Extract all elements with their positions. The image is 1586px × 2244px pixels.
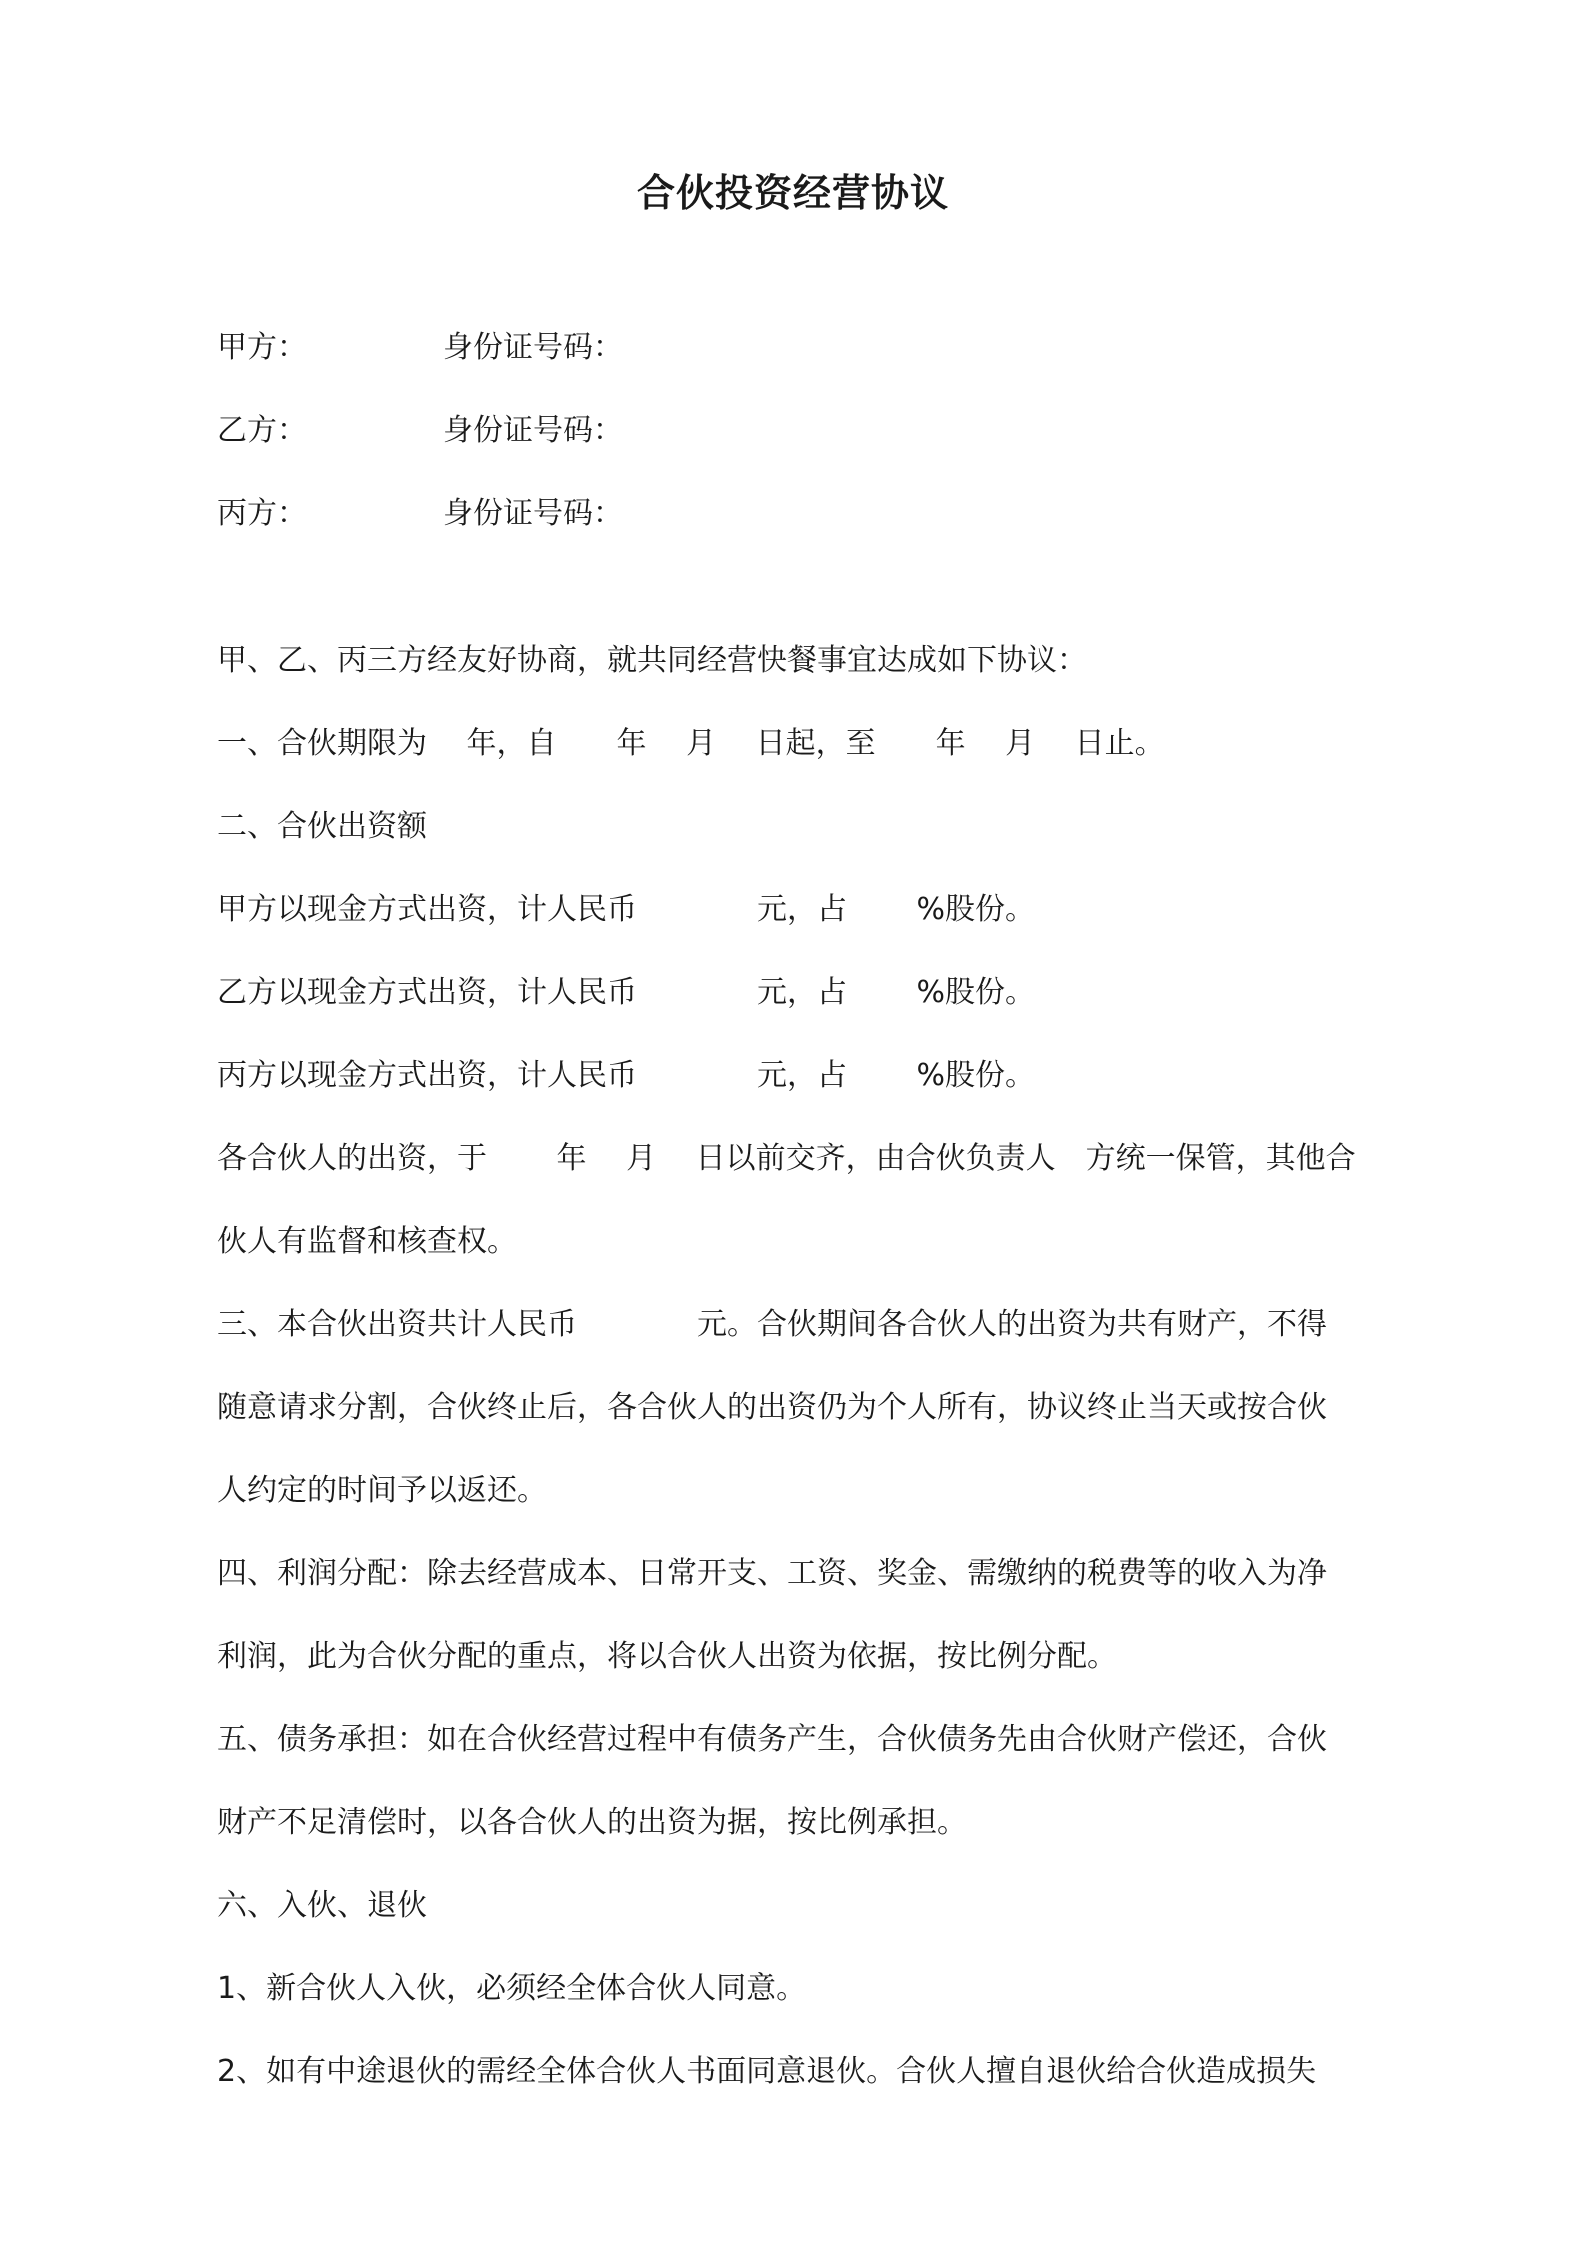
party-id-label: 身份证号码： [443, 413, 623, 448]
clause-join-item-1: 1、新合伙人入伙，必须经全体合伙人同意。 [217, 1971, 807, 2006]
capital-deadline-line-2: 伙人有监督和核查权。 [217, 1224, 517, 1259]
party-id-label: 身份证号码： [443, 496, 623, 531]
capital-line-bing: 丙方以现金方式出资，计人民币 元，占 %股份。 [217, 1058, 1036, 1093]
clause-total-line-3: 人约定的时间予以返还。 [217, 1473, 547, 1508]
document-title: 合伙投资经营协议 [636, 171, 949, 215]
clause-total-line-2: 随意请求分割，合伙终止后，各合伙人的出资仍为个人所有，协议终止当天或按合伙 [217, 1390, 1327, 1425]
clause-term: 一、合伙期限为 年，自 年 月 日起，至 年 月 日止。 [217, 726, 1165, 761]
party-label: 丙方： [217, 496, 307, 531]
clause-profit-line-1: 四、利润分配：除去经营成本、日常开支、工资、奖金、需缴纳的税费等的收入为净 [217, 1556, 1327, 1591]
party-label: 甲方： [217, 330, 307, 365]
clause-debt-line-2: 财产不足清偿时，以各合伙人的出资为据，按比例承担。 [217, 1805, 967, 1840]
clause-exit-item-2: 2、如有中途退伙的需经全体合伙人书面同意退伙。合伙人擅自退伙给合伙造成损失 [217, 2054, 1317, 2089]
party-id-label: 身份证号码： [443, 330, 623, 365]
party-label: 乙方： [217, 413, 307, 448]
capital-line-jia: 甲方以现金方式出资，计人民币 元，占 %股份。 [217, 892, 1036, 927]
clause-profit-line-2: 利润，此为合伙分配的重点，将以合伙人出资为依据，按比例分配。 [217, 1639, 1117, 1674]
clause-debt-line-1: 五、债务承担：如在合伙经营过程中有债务产生，合伙债务先由合伙财产偿还，合伙 [217, 1722, 1327, 1757]
intro-paragraph: 甲、乙、丙三方经友好协商，就共同经营快餐事宜达成如下协议： [217, 643, 1087, 678]
clause-join-exit-heading: 六、入伙、退伙 [217, 1888, 427, 1923]
clause-total-line-1: 三、本合伙出资共计人民币 元。合伙期间各合伙人的出资为共有财产，不得 [217, 1307, 1327, 1342]
capital-line-yi: 乙方以现金方式出资，计人民币 元，占 %股份。 [217, 975, 1036, 1010]
capital-deadline-line-1: 各合伙人的出资，于 年 月 日以前交齐，由合伙负责人 方统一保管，其他合 [217, 1141, 1356, 1176]
clause-capital-heading: 二、合伙出资额 [217, 809, 427, 844]
